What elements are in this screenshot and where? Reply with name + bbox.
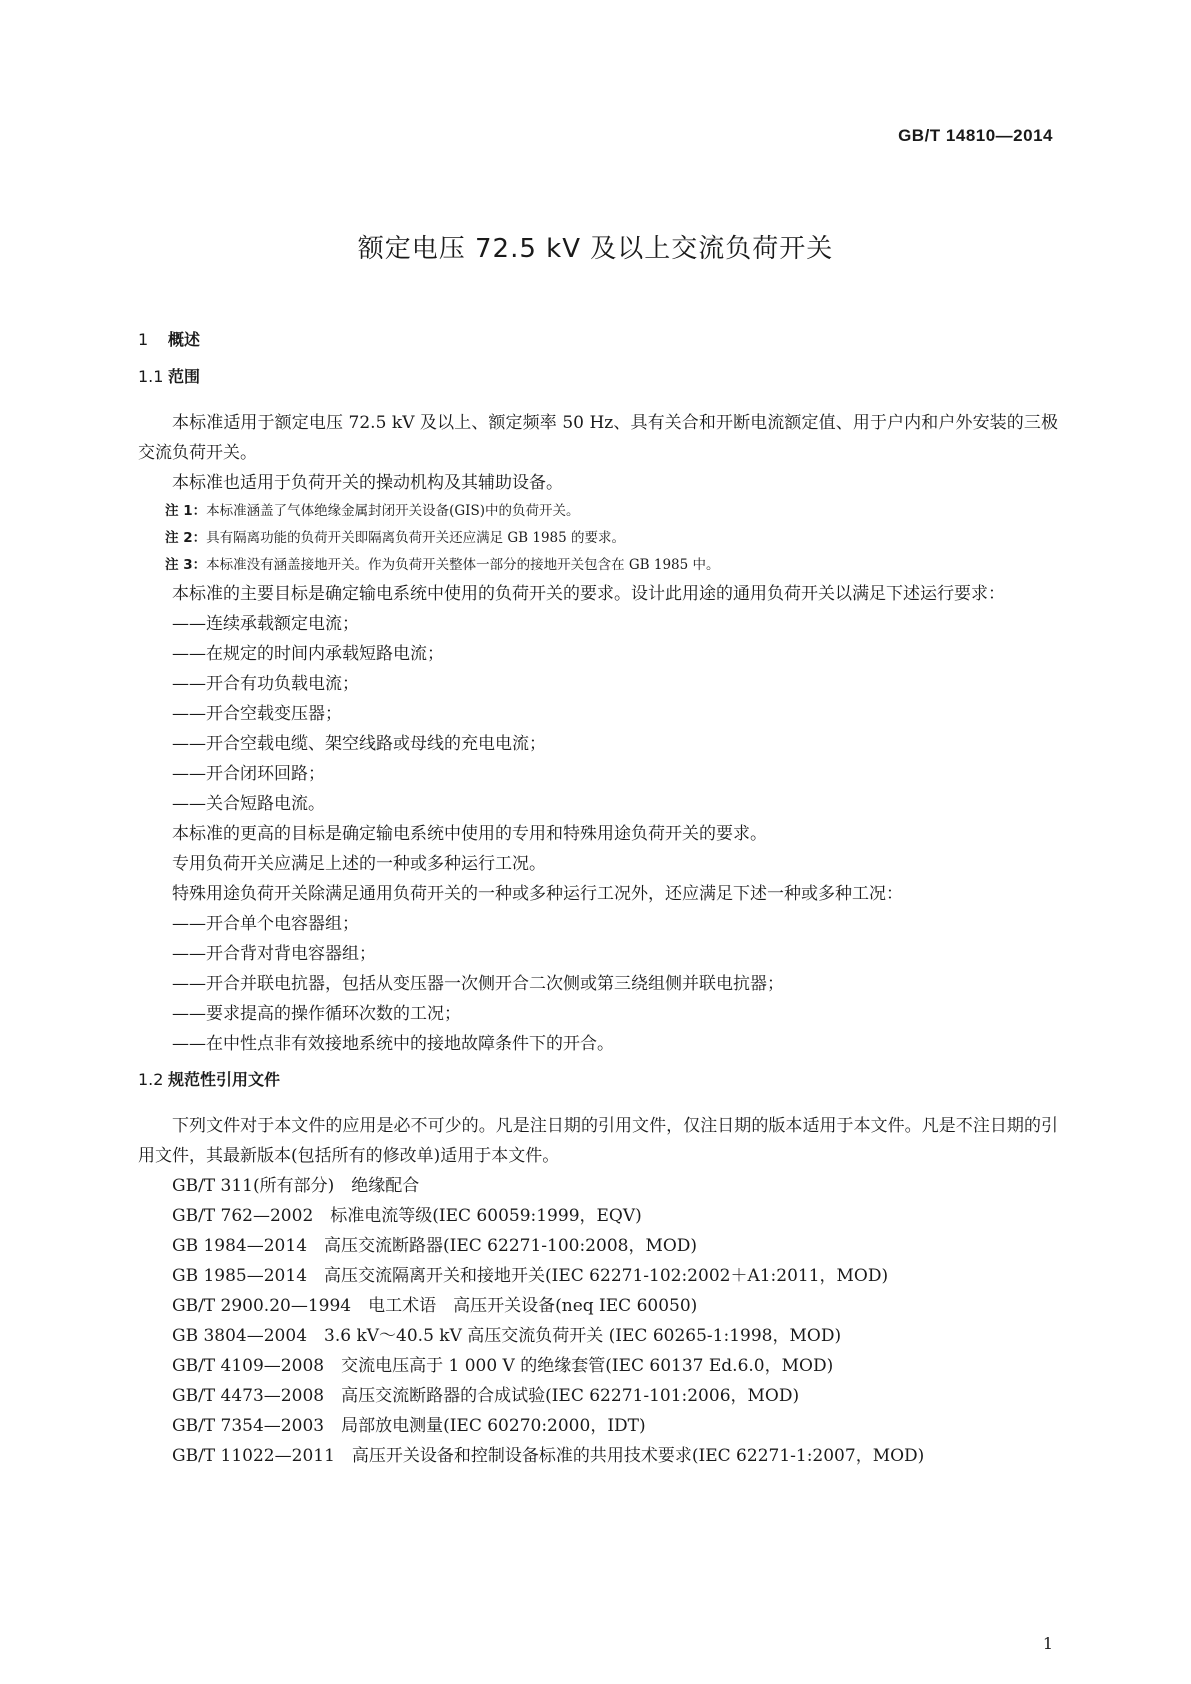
list-item: ——开合单个电容器组； — [172, 914, 359, 934]
section-title: 规范性引用文件 — [168, 1070, 281, 1089]
list-item: ——开合空载电缆、架空线路或母线的充电电流； — [172, 734, 546, 754]
list-item: ——在中性点非有效接地系统中的接地故障条件下的开合。 — [172, 1034, 614, 1054]
note-label: 注 1： — [165, 503, 207, 519]
reference-item — [138, 1201, 1058, 1231]
reference-item — [138, 1261, 1058, 1291]
section-heading-1-2 — [138, 1059, 1058, 1111]
list-item: ——开合并联电抗器，包括从变压器一次侧开合二次侧或第三绕组侧并联电抗器； — [172, 974, 784, 994]
section-number: 1.1 — [138, 367, 164, 386]
reference-title: 高压开关设备和控制设备标准的共用技术要求(IEC 62271-1:2007，MOD) — [351, 1446, 925, 1466]
reference-code: GB/T 4109—2008 — [172, 1356, 325, 1376]
section-number: 1.2 — [138, 1070, 164, 1089]
reference-code: GB/T 2900.20—1994 — [172, 1296, 352, 1316]
reference-title: 局部放电测量(IEC 60270:2000，IDT) — [341, 1416, 646, 1436]
reference-code: GB/T 4473—2008 — [172, 1386, 325, 1406]
note-label: 注 3： — [165, 557, 207, 573]
reference-item — [138, 1231, 1058, 1261]
reference-title: 高压交流隔离开关和接地开关(IEC 62271-102:2002＋A1:2011，MOD) — [324, 1266, 889, 1286]
reference-title: 高压交流断路器的合成试验(IEC 62271-101:2006，MOD) — [341, 1386, 800, 1406]
list-item: ——开合背对背电容器组； — [172, 944, 376, 964]
note-label: 注 2： — [165, 530, 207, 546]
section-title: 概述 — [168, 330, 201, 349]
reference-item — [138, 1351, 1058, 1381]
list-item: ——关合短路电流。 — [172, 794, 325, 814]
list-item: ——开合空载变压器； — [172, 704, 342, 724]
reference-title: 标准电流等级(IEC 60059:1999，EQV) — [330, 1206, 642, 1226]
section-title: 范围 — [168, 367, 201, 386]
reference-item — [138, 1381, 1058, 1411]
note-text: 具有隔离功能的负荷开关即隔离负荷开关还应满足 GB 1985 的要求。 — [206, 530, 626, 546]
list-item: ——连续承载额定电流； — [172, 614, 359, 634]
reference-title: 绝缘配合 — [351, 1176, 420, 1196]
section-heading-1 — [138, 324, 1058, 356]
note-text: 本标准没有涵盖接地开关。作为负荷开关整体一部分的接地开关包含在 GB 1985 中。 — [206, 557, 720, 573]
paragraph: 专用负荷开关应满足上述的一种或多种运行工况。 — [172, 854, 546, 874]
document-body — [138, 322, 1058, 1471]
reference-code: GB/T 762—2002 — [172, 1206, 314, 1226]
section-heading-1-1 — [138, 356, 1058, 408]
note — [138, 525, 1058, 552]
paragraph: 本标准的主要目标是确定输电系统中使用的负荷开关的要求。设计此用途的通用负荷开关以满足下述运行要求： — [172, 584, 1005, 604]
reference-item — [138, 1441, 1058, 1471]
reference-code: GB 3804—2004 — [172, 1326, 308, 1346]
reference-code: GB 1985—2014 — [172, 1266, 308, 1286]
reference-code: GB/T 7354—2003 — [172, 1416, 325, 1436]
paragraph: 特殊用途负荷开关除满足通用负荷开关的一种或多种运行工况外，还应满足下述一种或多种工况： — [172, 884, 903, 904]
note — [138, 498, 1058, 525]
reference-item — [138, 1171, 1058, 1201]
reference-title: 3.6 kV～40.5 kV 高压交流负荷开关 (IEC 60265-1:1998，MOD) — [324, 1326, 842, 1346]
reference-code: GB 1984—2014 — [172, 1236, 308, 1256]
reference-title: 交流电压高于 1 000 V 的绝缘套管(IEC 60137 Ed.6.0，MOD) — [341, 1356, 834, 1376]
list-item: ——开合有功负载电流； — [172, 674, 359, 694]
page-number: 1 — [1042, 1634, 1053, 1653]
reference-code: GB/T 311(所有部分) — [172, 1176, 335, 1196]
section-number: 1 — [138, 330, 149, 349]
list-item: ——开合闭环回路； — [172, 764, 325, 784]
reference-code: GB/T 11022—2011 — [172, 1446, 335, 1466]
list-item: ——在规定的时间内承载短路电流； — [172, 644, 444, 664]
standard-number: GB/T 14810—2014 — [898, 126, 1053, 145]
list-item: ——要求提高的操作循环次数的工况； — [172, 1004, 461, 1024]
reference-item — [138, 1291, 1058, 1321]
paragraph: 本标准的更高的目标是确定输电系统中使用的专用和特殊用途负荷开关的要求。 — [172, 824, 767, 844]
note — [138, 552, 1058, 579]
reference-item — [138, 1321, 1058, 1351]
note-text: 本标准涵盖了气体绝缘金属封闭开关设备(GIS)中的负荷开关。 — [206, 503, 580, 519]
reference-title: 电工术语 高压开关设备(neq IEC 60050) — [368, 1296, 698, 1316]
reference-title: 高压交流断路器(IEC 62271-100:2008，MOD) — [324, 1236, 698, 1256]
paragraph: 本标准适用于额定电压 72.5 kV 及以上、额定频率 50 Hz、具有关合和开断电流额定值、用于户内和户外安装的三极交流负荷开关。 — [138, 413, 1058, 463]
reference-item — [138, 1411, 1058, 1441]
document-title: 额定电压 72.5 kV 及以上交流负荷开关 — [357, 234, 834, 264]
paragraph: 本标准也适用于负荷开关的操动机构及其辅助设备。 — [172, 473, 563, 493]
paragraph: 下列文件对于本文件的应用是必不可少的。凡是注日期的引用文件，仅注日期的版本适用于本文件。凡是不注日期的引用文件，其最新版本(包括所有的修改单)适用于本文件。 — [138, 1116, 1058, 1166]
